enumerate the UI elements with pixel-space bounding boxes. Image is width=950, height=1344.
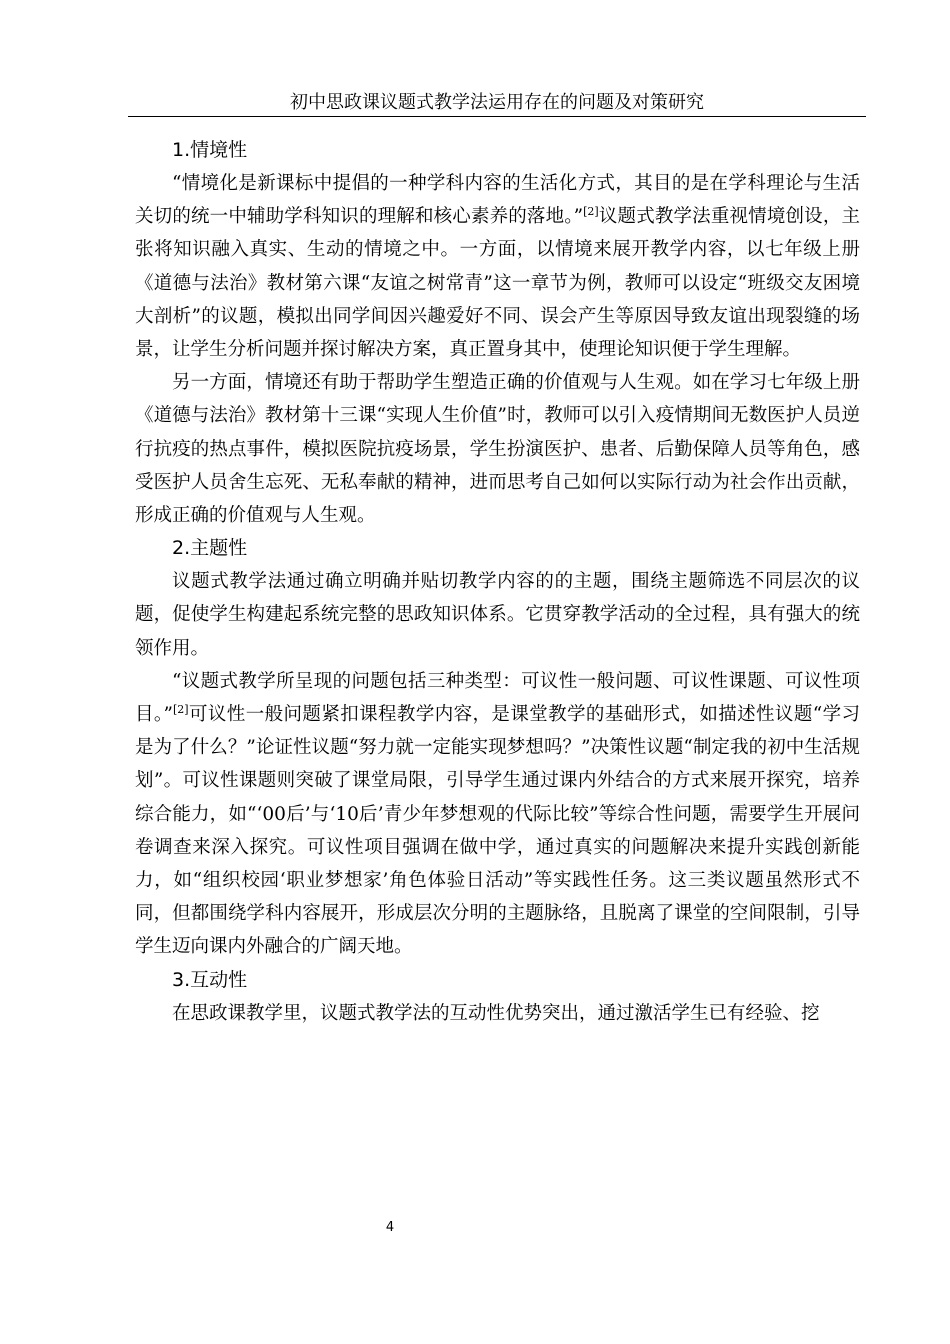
paragraph — [135, 167, 860, 366]
paragraph-text: 议题式教学法通过确立明确并贴切教学内容的的主题，围绕主题筛选不同层次的议题，促使学生构建起系统完整的思政知识体系。它贯穿教学活动的全过程，具有强大的统领作用。 — [135, 571, 860, 659]
paragraph — [135, 565, 860, 665]
paragraph-text: “情境化是新课标中提倡的一种学科内容的生活化方式，其目的是在学科理论与生活关切的统一中辅助学科知识的理解和核心素养的落地。” — [135, 173, 860, 228]
paragraph — [135, 665, 860, 964]
running-header: 初中思政课议题式教学法运用存在的问题及对策研究 — [290, 92, 704, 113]
header-rule — [128, 116, 866, 117]
citation-marker: [2] — [583, 205, 599, 219]
paragraph — [135, 366, 860, 532]
paragraph — [135, 997, 860, 1030]
paragraph-text: 在思政课教学里，议题式教学法的互动性优势突出，通过激活学生已有经验、挖 — [172, 1002, 820, 1024]
section-heading: 2.主题性 — [172, 537, 248, 560]
citation-marker: [2] — [173, 703, 189, 717]
paragraph-text: 议题式教学法重视情境创设，主张将知识融入真实、生动的情境之中。一方面，以情境来展开教学内容，以七年级上册《道德与法治》教材第六课“友谊之树常青”这一章节为例，教师可以设定“班级交友困境大剖析”的议题，模拟出同学间因兴趣爱好不同、误会产生等原因导致友谊出现裂缝的场景，让学生分析问题并探讨解决方案，真正置身其中，使理论知识便于学生理解。 — [135, 206, 860, 361]
section-heading: 1.情境性 — [172, 139, 248, 161]
paragraph-text: “议题式教学所呈现的问题包括三种类型：可议性一般问题、可议性课题、可议性项目。” — [135, 670, 860, 726]
section-heading: 3.互动性 — [172, 968, 248, 991]
page-body — [135, 134, 860, 1030]
page-number: 4 — [385, 1220, 395, 1235]
paragraph-text: 可议性一般问题紧扣课程教学内容，是课堂教学的基础形式，如描述性议题“学习是为了什么？”论证性议题“努力就一定能实现梦想吗？”决策性议题“制定我的初中生活规划”。可议性课题则突破了课堂局限，引导学生通过课内外结合的方式来展开探究，培养综合能力，如“‘00后’与‘10后’青少年梦想观的代际比较”等综合性问题，需要学生开展问卷调查来深入探究。可议性项目强调在做中学，通过真实的问题解决来提升实践创新能力，如“组织校园‘职业梦想家’角色体验日活动”等实践性任务。这三类议题虽然形式不同，但都围绕学科内容展开，形成层次分明的主题脉络，且脱离了课堂的空间限制，引导学生迈向课内外融合的广阔天地。 — [135, 704, 860, 958]
paragraph-text: 另一方面，情境还有助于帮助学生塑造正确的价值观与人生观。如在学习七年级上册《道德与法治》教材第十三课“实现人生价值”时，教师可以引入疫情期间无数医护人员逆行抗疫的热点事件，模拟医院抗疫场景，学生扮演医护、患者、后勤保障人员等角色，感受医护人员舍生忘死、无私奉献的精神，进而思考自己如何以实际行动为社会作出贡献，形成正确的价值观与人生观。 — [135, 372, 860, 527]
